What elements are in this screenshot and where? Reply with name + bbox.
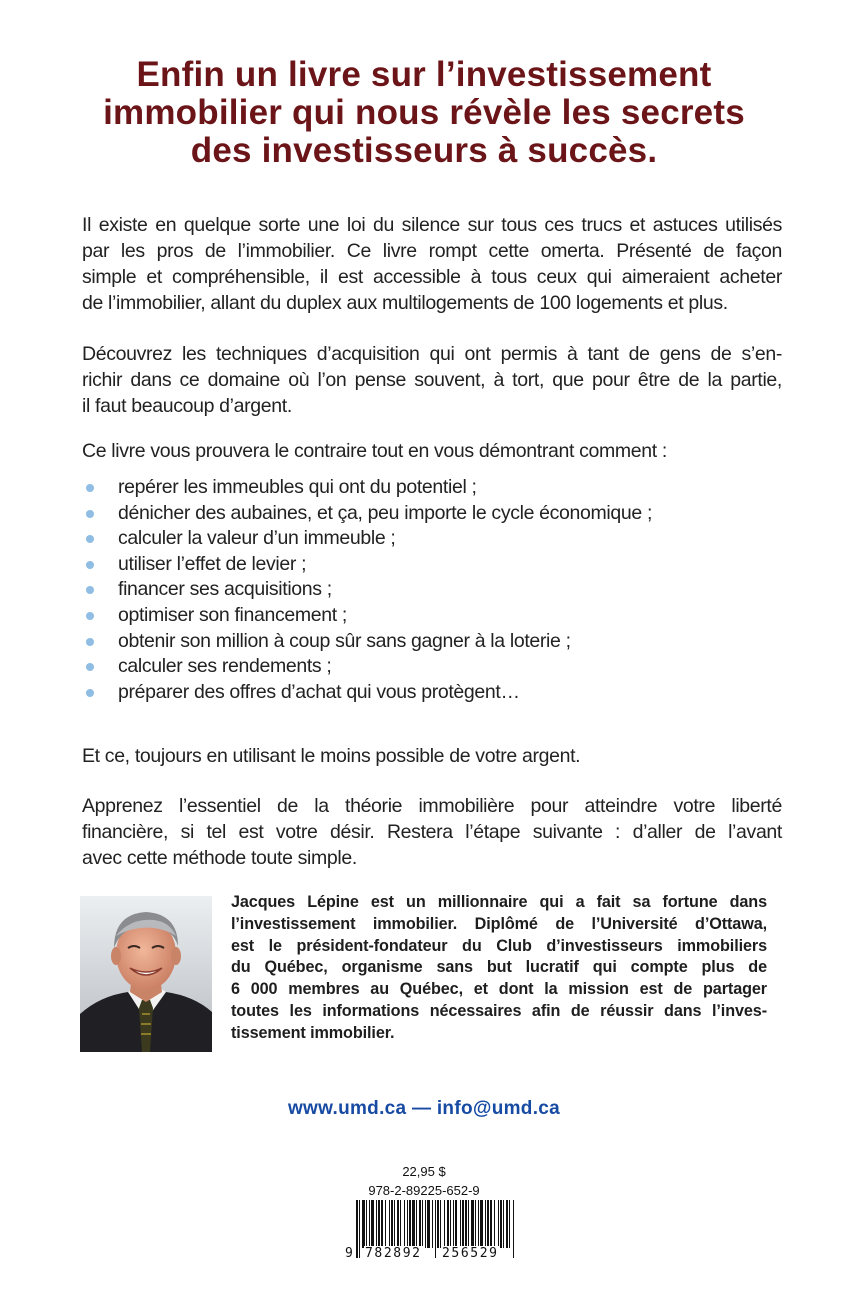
text-line: simple et compréhensible, il est accessible à tous ceux qui aimeraient acheter (82, 266, 782, 288)
text-line: par les pros de l’immobilier. Ce livre rompt cette omerta. Présenté de façon (82, 240, 782, 262)
barcode-first-digit: 9 (345, 1246, 353, 1261)
conclusion-paragraph (82, 793, 782, 871)
list-item (82, 603, 782, 629)
bullet-dot-icon (86, 689, 94, 697)
bullet-dot-icon (86, 663, 94, 671)
list-item (82, 552, 782, 578)
list-item (82, 577, 782, 603)
list-item-text: financer ses acquisitions ; (118, 578, 332, 601)
headline-line: immobilier qui nous révèle les secrets (103, 93, 745, 132)
bullet-dot-icon (86, 484, 94, 492)
text-line: Apprenez l’essentiel de la théorie immobilière pour atteindre votre liberté (82, 795, 782, 817)
list-item-text: repérer les immeubles qui ont du potentiel ; (118, 476, 477, 498)
list-item (82, 629, 782, 655)
author-bio (231, 892, 767, 1045)
barcode-digits (338, 1244, 524, 1260)
text-line: financière, si tel est votre désir. Restera l’étape suivante : d’aller de l’avant (82, 821, 782, 843)
list-item (82, 501, 782, 527)
bullet-dot-icon (86, 510, 94, 518)
list-item (82, 654, 782, 680)
bullet-dot-icon (86, 586, 94, 594)
text-line: avec cette méthode toute simple. (82, 847, 357, 869)
bio-line: Jacques Lépine est un millionnaire qui a fait sa fortune dans (231, 893, 767, 911)
list-item (82, 475, 782, 501)
text-line: Il existe en quelque sorte une loi du silence sur tous ces trucs et astuces utilisés (82, 214, 782, 236)
text-line: de l’immobilier, allant du duplex aux multilogements de 100 logements et plus. (82, 292, 728, 314)
bullet-dot-icon (86, 612, 94, 620)
headline-line: Enfin un livre sur l’investissement (136, 55, 712, 94)
barcode-left-group: 782892 (365, 1246, 422, 1261)
bullet-dot-icon (86, 638, 94, 646)
intro-paragraph (82, 212, 782, 316)
author-photo (80, 896, 212, 1052)
list-item-text: dénicher des aubaines, et ça, peu importe le cycle économique ; (118, 501, 653, 524)
benefits-list (82, 475, 782, 705)
list-item-text: calculer la valeur d’un immeuble ; (118, 527, 396, 550)
text-line: Découvrez les techniques d’acquisition qui ont permis à tant de gens de s’en- (82, 343, 782, 365)
list-item-text: obtenir son million à coup sûr sans gagner à la loterie ; (118, 629, 571, 652)
text-line: Et ce, toujours en utilisant le moins possible de votre argent. (82, 745, 581, 767)
list-item-text: optimiser son financement ; (118, 603, 347, 626)
list-item (82, 526, 782, 552)
money-paragraph (82, 743, 782, 769)
bullet-dot-icon (86, 561, 94, 569)
isbn-label: 978-2-89225-652-9 (368, 1183, 480, 1198)
bio-line: du Québec, organisme sans but lucratif qui compte plus de (231, 958, 767, 977)
bio-line: est le président-fondateur du Club d’investisseurs immobiliers (231, 936, 767, 955)
barcode-right-group: 256529 (442, 1246, 499, 1261)
author-portrait-icon (80, 896, 212, 1052)
list-item-text: préparer des offres d’achat qui vous protègent… (118, 680, 520, 703)
text-line: richir dans ce domaine où l’on pense souvent, à tort, que pour être de la partie, (82, 369, 782, 391)
bio-line: toutes les informations nécessaires afin de réussir dans l’inves- (231, 1001, 767, 1020)
bullet-dot-icon (86, 535, 94, 543)
text-line: Ce livre vous prouvera le contraire tout en vous démontrant comment : (82, 440, 667, 462)
bio-line: tissement immobilier. (231, 1023, 395, 1042)
publisher-contact[interactable]: www.umd.ca — info@umd.ca (287, 1098, 561, 1119)
bio-line: l’investissement immobilier. Diplômé de l’Université d’Ottawa, (231, 914, 767, 933)
bullets-intro (82, 438, 782, 464)
headline-line: des investisseurs à succès. (190, 131, 658, 170)
price-label: 22,95 $ (402, 1164, 446, 1179)
bio-line: 6 000 membres au Québec, et dont la mission est de partager (231, 980, 767, 999)
text-line: il faut beaucoup d’argent. (82, 395, 292, 417)
techniques-paragraph (82, 341, 782, 419)
list-item-text: utiliser l’effet de levier ; (118, 552, 307, 575)
list-item (82, 680, 782, 706)
headline (60, 56, 788, 170)
list-item-text: calculer ses rendements ; (118, 655, 332, 678)
